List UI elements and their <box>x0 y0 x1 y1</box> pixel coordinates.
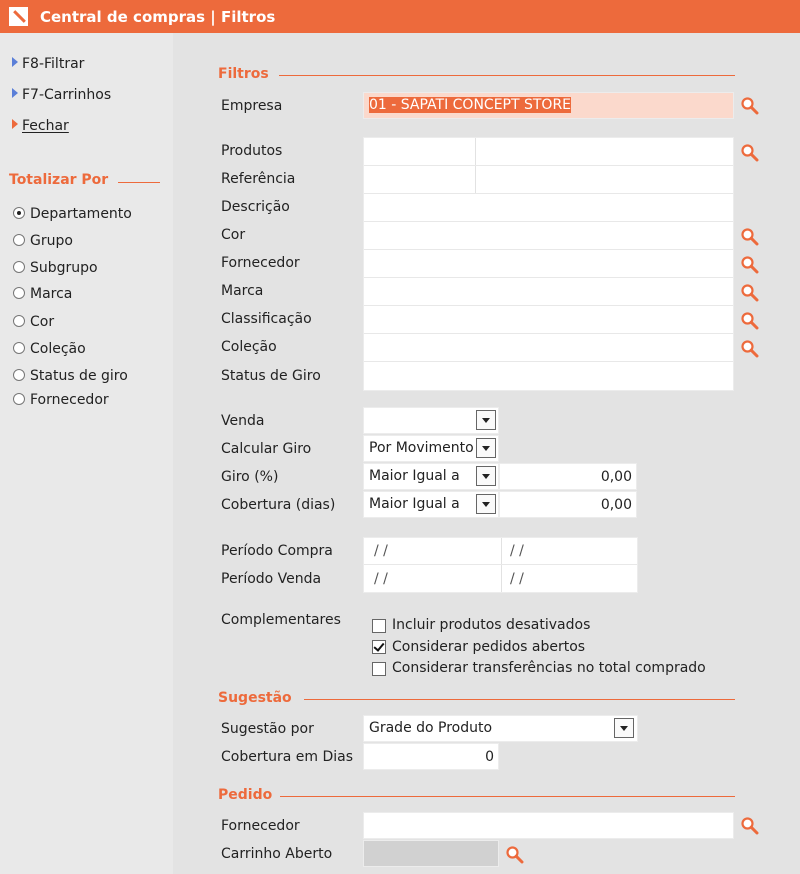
chevron-down-icon[interactable] <box>476 410 496 430</box>
field-separator <box>364 221 733 222</box>
field-separator <box>364 361 733 362</box>
sidebar <box>0 33 173 874</box>
search-icon[interactable] <box>740 96 759 115</box>
fornecedor-label: Fornecedor <box>221 255 300 271</box>
chevron-down-icon[interactable] <box>476 438 496 458</box>
radio-icon <box>13 342 25 354</box>
arrow-right-icon <box>12 57 18 67</box>
filtros-heading: Filtros <box>218 66 269 82</box>
empresa-field[interactable]: 01 - SAPATI CONCEPT STORE <box>363 92 734 119</box>
section-divider <box>279 75 735 76</box>
colecao-input[interactable] <box>364 334 733 360</box>
periodo-venda-label: Período Venda <box>221 571 322 587</box>
search-icon[interactable] <box>740 143 759 162</box>
radio-departamento[interactable]: Departamento <box>13 206 132 222</box>
radio-grupo[interactable]: Grupo <box>13 233 73 249</box>
radio-subgrupo[interactable]: Subgrupo <box>13 260 98 276</box>
cobertura-dias-value: 0 <box>485 749 494 765</box>
marca-input[interactable] <box>364 278 733 304</box>
chevron-down-icon[interactable] <box>476 494 496 514</box>
radio-icon <box>13 287 25 299</box>
radio-status-giro[interactable]: Status de giro <box>13 368 128 384</box>
field-separator <box>364 193 733 194</box>
complementares-label: Complementares <box>221 612 341 628</box>
radio-selected-icon <box>13 207 25 219</box>
totalizar-por-heading: Totalizar Por <box>9 172 109 188</box>
app-logo-icon <box>9 7 28 26</box>
search-icon[interactable] <box>740 339 759 358</box>
considerar-transferencias-label: Considerar transferências no total comprado <box>392 660 706 676</box>
search-icon[interactable] <box>740 227 759 246</box>
venda-label: Venda <box>221 413 265 429</box>
produtos-to-input[interactable] <box>476 138 733 164</box>
section-divider <box>280 796 735 797</box>
field-separator <box>501 538 502 592</box>
carrinho-aberto-label: Carrinho Aberto <box>221 846 333 862</box>
cobertura-operator-select[interactable]: Maior Igual a <box>363 491 499 518</box>
cor-input[interactable] <box>364 222 733 248</box>
field-separator <box>364 277 733 278</box>
marca-label: Marca <box>221 283 264 299</box>
search-icon[interactable] <box>505 845 524 864</box>
giro-value: 0,00 <box>600 469 632 485</box>
carrinhos-action[interactable]: F7-Carrinhos <box>12 87 111 103</box>
chevron-down-icon[interactable] <box>614 718 634 738</box>
incluir-desativados-checkbox[interactable] <box>372 619 386 633</box>
fornecedor-input[interactable] <box>364 250 733 276</box>
radio-cor[interactable]: Cor <box>13 314 54 330</box>
radio-icon <box>13 234 25 246</box>
pedido-heading: Pedido <box>218 787 273 803</box>
radio-colecao[interactable]: Coleção <box>13 341 86 357</box>
colecao-label: Coleção <box>221 339 277 355</box>
arrow-right-icon <box>12 119 18 129</box>
field-separator <box>364 249 733 250</box>
considerar-transferencias-checkbox[interactable] <box>372 662 386 676</box>
fechar-action[interactable]: Fechar <box>12 118 69 134</box>
periodo-venda-to[interactable]: / / <box>510 571 524 587</box>
giro-label: Giro (%) <box>221 469 279 485</box>
produtos-from-input[interactable] <box>364 138 474 164</box>
giro-operator-select[interactable]: Maior Igual a <box>363 463 499 490</box>
cor-label: Cor <box>221 227 246 243</box>
search-icon[interactable] <box>740 283 759 302</box>
search-icon[interactable] <box>740 816 759 835</box>
radio-icon <box>13 315 25 327</box>
section-divider <box>304 699 735 700</box>
pedido-fornecedor-input[interactable] <box>363 812 734 839</box>
field-separator <box>364 333 733 334</box>
radio-marca[interactable]: Marca <box>13 286 72 302</box>
radio-fornecedor[interactable]: Fornecedor <box>13 392 109 408</box>
field-separator <box>364 165 733 166</box>
radio-icon <box>13 369 25 381</box>
produtos-label: Produtos <box>221 143 283 159</box>
field-separator <box>364 305 733 306</box>
title-bar <box>0 0 800 33</box>
field-separator <box>364 564 637 565</box>
radio-icon <box>13 261 25 273</box>
status-giro-label: Status de Giro <box>221 368 321 384</box>
cobertura-dias-label: Cobertura em Dias <box>221 749 353 765</box>
chevron-down-icon[interactable] <box>476 466 496 486</box>
classificacao-input[interactable] <box>364 306 733 332</box>
referencia-to-input[interactable] <box>476 166 733 192</box>
descricao-label: Descrição <box>221 199 290 215</box>
sugestao-por-select[interactable]: Grade do Produto <box>363 715 638 742</box>
filtrar-action[interactable]: F8-Filtrar <box>12 56 84 72</box>
referencia-label: Referência <box>221 171 296 187</box>
cobertura-value: 0,00 <box>600 497 632 513</box>
classificacao-label: Classificação <box>221 311 312 327</box>
pedido-fornecedor-label: Fornecedor <box>221 818 300 834</box>
search-icon[interactable] <box>740 311 759 330</box>
periodo-compra-label: Período Compra <box>221 543 333 559</box>
considerar-pedidos-checkbox[interactable] <box>372 640 386 654</box>
cobertura-label: Cobertura (dias) <box>221 497 336 513</box>
section-divider <box>118 182 160 183</box>
calcular-giro-label: Calcular Giro <box>221 441 312 457</box>
search-icon[interactable] <box>740 255 759 274</box>
referencia-from-input[interactable] <box>364 166 474 192</box>
calcular-giro-select[interactable]: Por Movimento <box>363 435 499 462</box>
arrow-right-icon <box>12 88 18 98</box>
descricao-input[interactable] <box>364 194 733 220</box>
status-giro-input[interactable] <box>364 362 733 390</box>
carrinho-aberto-field <box>363 840 499 867</box>
sugestao-por-label: Sugestão por <box>221 721 314 737</box>
periodo-compra-to[interactable]: / / <box>510 543 524 559</box>
periodo-compra-from[interactable]: / / <box>374 543 388 559</box>
incluir-desativados-label: Incluir produtos desativados <box>392 617 591 633</box>
considerar-pedidos-label: Considerar pedidos abertos <box>392 639 586 655</box>
periodo-venda-from[interactable]: / / <box>374 571 388 587</box>
sugestao-heading: Sugestão <box>218 690 292 706</box>
empresa-label: Empresa <box>221 98 283 114</box>
radio-icon <box>13 393 25 405</box>
window-title: Central de compras | Filtros <box>40 8 276 26</box>
